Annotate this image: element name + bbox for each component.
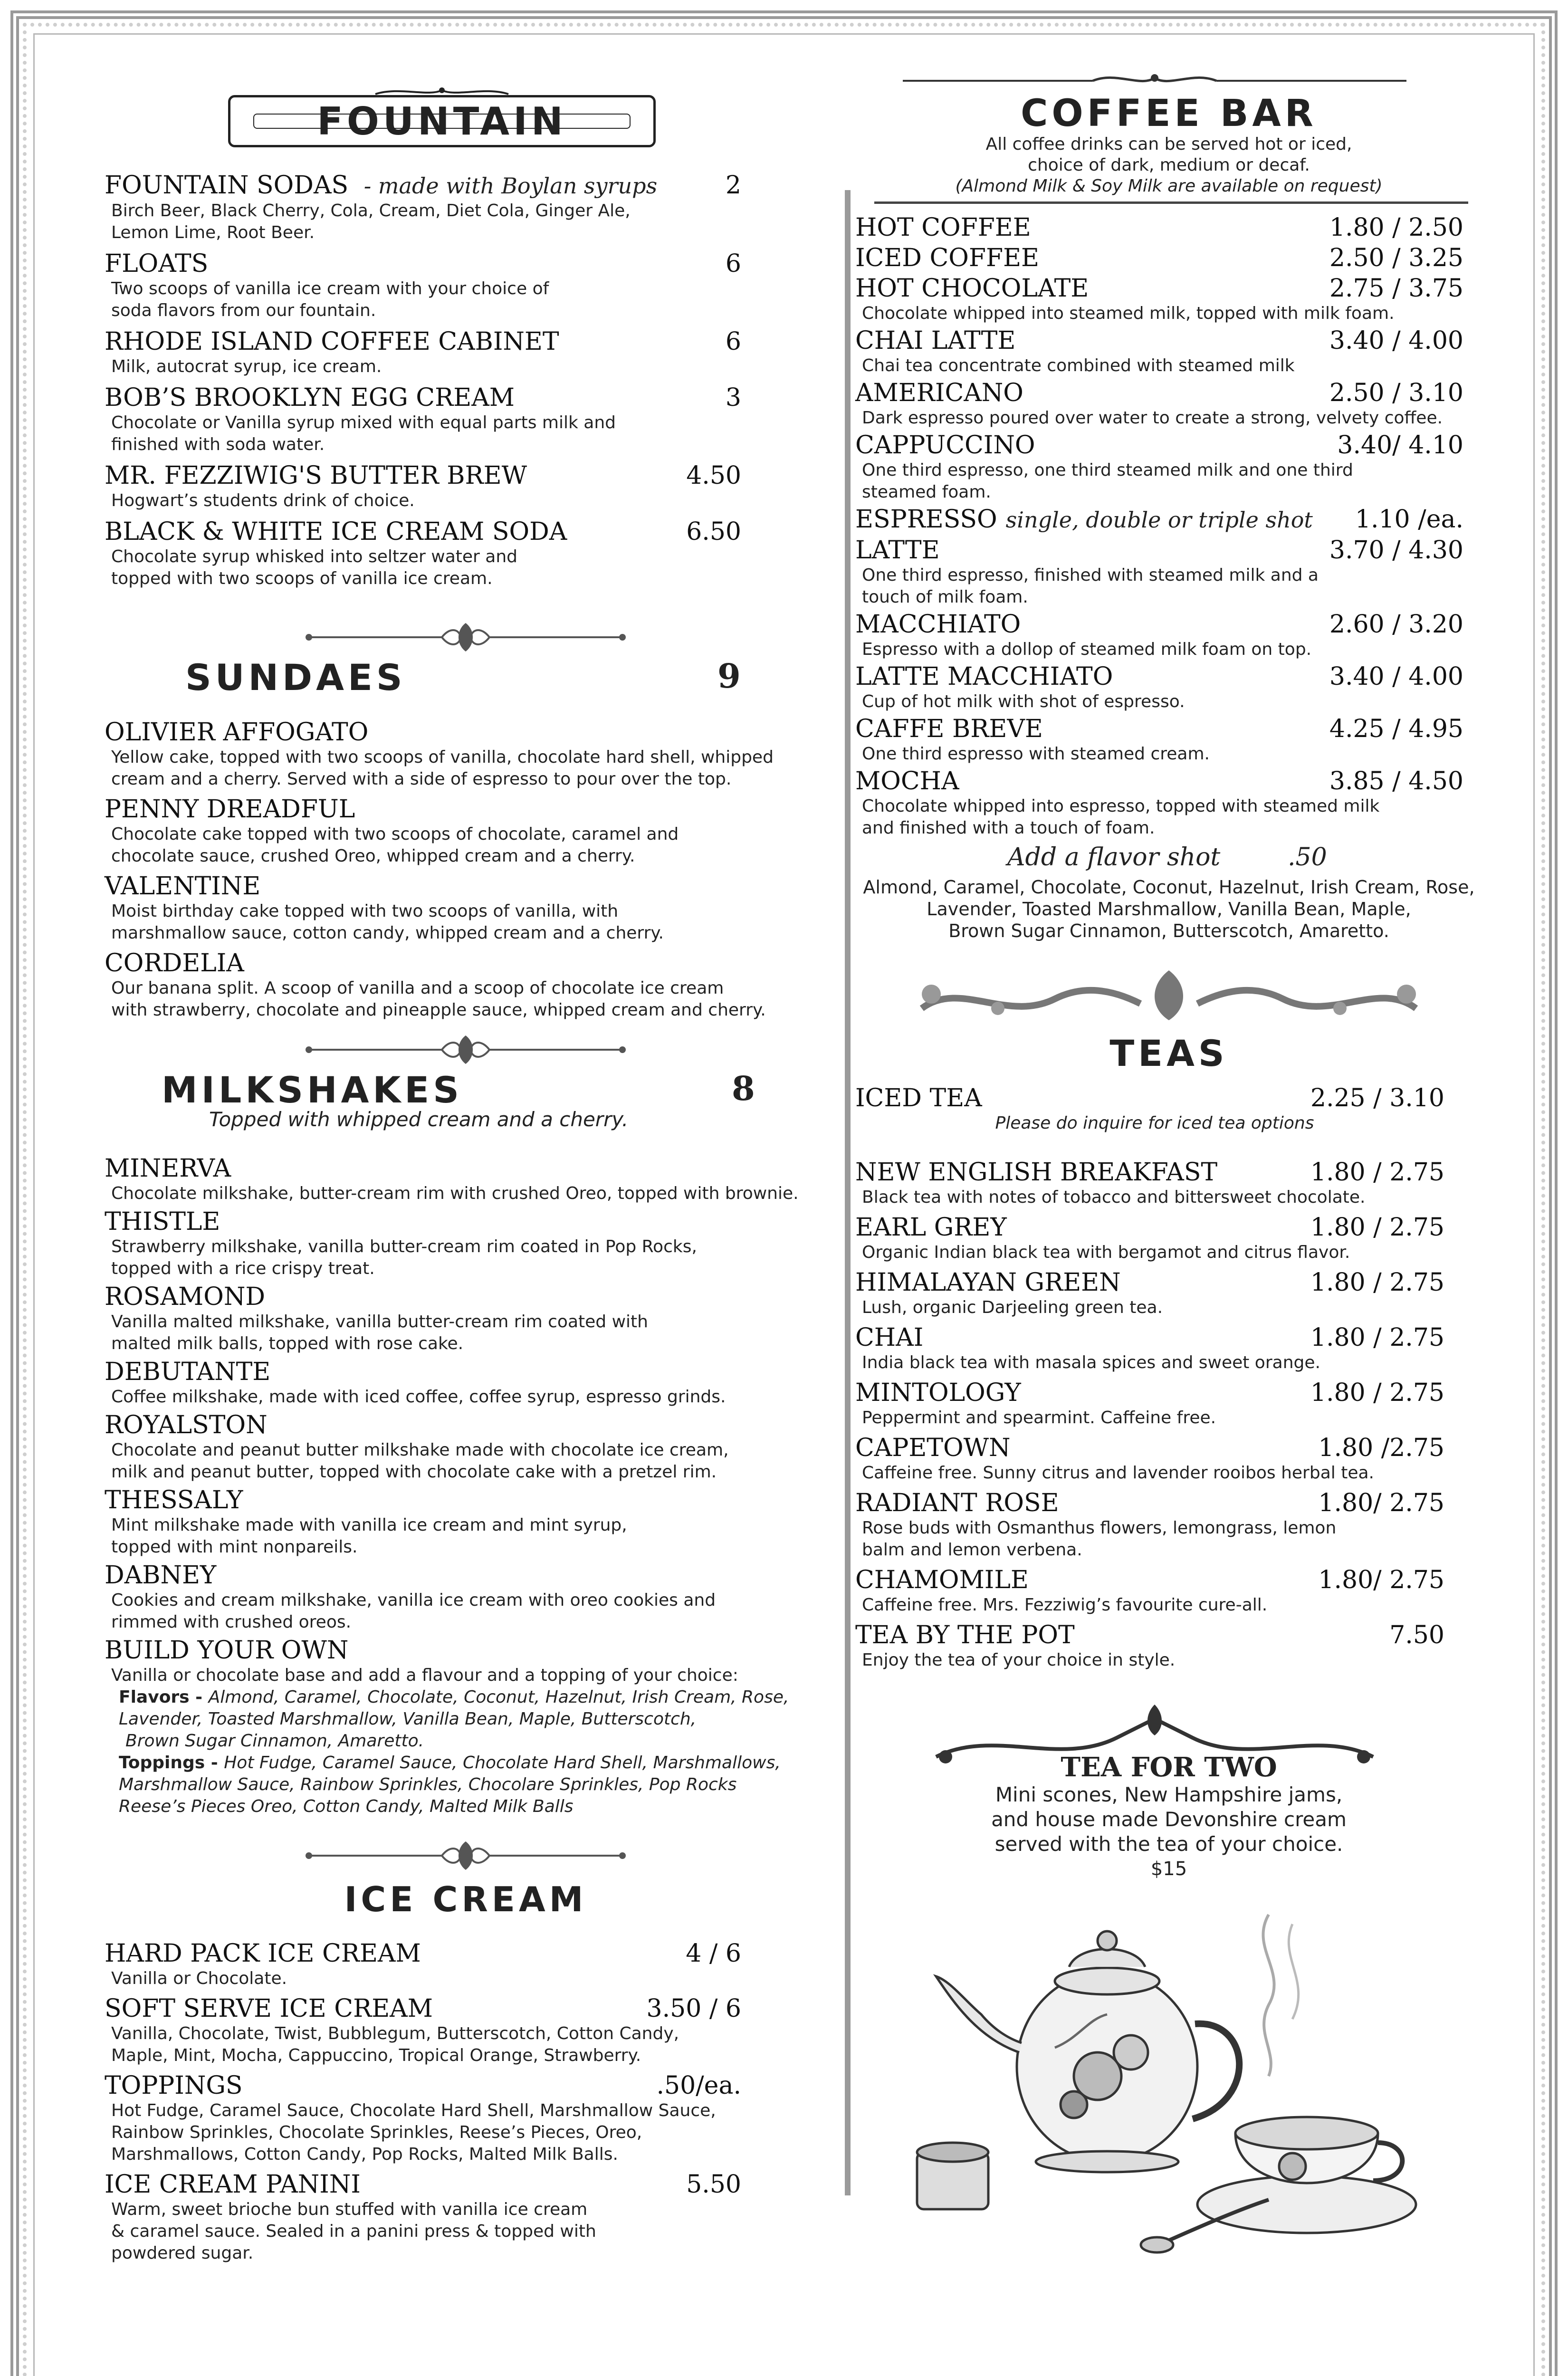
item-price: 2.75 / 3.75	[1329, 274, 1463, 303]
item-note: Please do inquire for iced tea options	[995, 1113, 1314, 1133]
item-name: TOPPINGS	[105, 2071, 243, 2100]
menu-item-soft-serve-ice-cream	[105, 1994, 827, 2067]
item-name: CAPETOWN	[855, 1434, 1011, 1462]
flavor-shot-title: Add a flavor shot	[1007, 843, 1221, 872]
toppings-line: Toppings - Hot Fudge, Caramel Sauce, Chocolate Hard Shell, Marshmallows,	[119, 1753, 781, 1772]
item-desc: Strawberry milkshake, vanilla butter-cream rim coated in Pop Rocks,	[111, 1237, 697, 1256]
icecream-title: ICE CREAM	[344, 1879, 587, 1919]
item-name: DABNEY	[105, 1561, 217, 1590]
item-price: 2.25 / 3.10	[1310, 1084, 1444, 1112]
menu-item-minerva	[105, 1154, 827, 1205]
item-name: EARL GREY	[855, 1213, 1007, 1242]
item-price: 3.50 / 6	[646, 1994, 741, 2023]
sundaes-list	[105, 718, 827, 1021]
coffee-note: All coffee drinks can be served hot or iced,	[985, 134, 1352, 154]
fountain-title-box	[228, 95, 656, 147]
tea-for-two	[855, 1752, 1482, 1881]
milkshakes-list	[105, 1154, 827, 1633]
item-price: 2	[725, 171, 741, 200]
item-desc: Black tea with notes of tobacco and bittersweet chocolate.	[862, 1188, 1366, 1207]
item-price: 2.50 / 3.25	[1329, 244, 1463, 272]
item-name: HOT COFFEE	[855, 213, 1031, 242]
item-name: CHAI LATTE	[855, 326, 1016, 355]
item-subtitle: single, double or triple shot	[1005, 507, 1313, 533]
coffee-title: COFFEE BAR	[1021, 92, 1317, 135]
menu-item-olivier-affogato	[105, 718, 827, 790]
item-desc: milk and peanut butter, topped with chocolate cake with a pretzel rim.	[111, 1462, 717, 1482]
item-name: CAPPUCCINO	[855, 431, 1035, 460]
item-desc: Caffeine free. Mrs. Fezziwig’s favourite cure-all.	[862, 1595, 1268, 1615]
item-desc: Chocolate cake topped with two scoops of chocolate, caramel and	[111, 824, 679, 844]
item-subtitle: - made with Boylan syrups	[357, 173, 658, 199]
menu-item-chai-latte	[855, 326, 1482, 377]
item-desc: Chai tea concentrate combined with steamed milk	[862, 356, 1295, 375]
menu-item-mr-fezziwig-s-butter-brew	[105, 461, 827, 512]
item-name: BLACK & WHITE ICE CREAM SODA	[105, 517, 567, 546]
tea-for-two-desc: Mini scones, New Hampshire jams,	[995, 1783, 1343, 1806]
menu-item-valentine	[105, 872, 827, 944]
menu-item-himalayan-green	[855, 1268, 1482, 1319]
coffee-note: (Almond Milk & Soy Milk are available on request)	[955, 176, 1383, 196]
item-name: LATTE MACCHIATO	[855, 662, 1113, 691]
teas-list	[855, 1158, 1482, 1671]
menu-item-bob-s-brooklyn-egg-cream	[105, 383, 827, 456]
item-desc: Chocolate and peanut butter milkshake made with chocolate ice cream,	[111, 1440, 729, 1460]
menu-item-cordelia	[105, 949, 827, 1021]
menu-item-caffe-breve	[855, 715, 1482, 765]
menu-item-royalston	[105, 1411, 827, 1483]
item-price: 1.80 / 2.75	[1310, 1379, 1444, 1407]
item-name: RHODE ISLAND COFFEE CABINET	[105, 327, 559, 356]
item-desc: Lush, organic Darjeeling green tea.	[862, 1298, 1163, 1317]
item-desc: Chocolate whipped into espresso, topped with steamed milk	[862, 796, 1380, 816]
menu-item-chai	[855, 1323, 1482, 1374]
item-desc: balm and lemon verbena.	[862, 1540, 1082, 1560]
toppings-line: Marshmallow Sauce, Rainbow Sprinkles, Chocolare Sprinkles, Pop Rocks	[119, 1775, 737, 1794]
coffee-rule	[874, 201, 1468, 204]
item-desc: India black tea with masala spices and sweet orange.	[862, 1353, 1320, 1372]
item-desc: Yellow cake, topped with two scoops of vanilla, chocolate hard shell, whipped	[111, 747, 774, 767]
item-price: 1.80 / 2.75	[1310, 1213, 1444, 1242]
item-price: 6	[725, 327, 741, 356]
item-desc: Hot Fudge, Caramel Sauce, Chocolate Hard Shell, Marshmallow Sauce,	[111, 2101, 716, 2120]
item-name: RADIANT ROSE	[855, 1489, 1059, 1517]
flavors-line: Flavors - Almond, Caramel, Chocolate, Coconut, Hazelnut, Irish Cream, Rose,	[119, 1687, 789, 1707]
item-desc: Mint milkshake made with vanilla ice cream and mint syrup,	[111, 1515, 627, 1535]
item-name: FOUNTAIN SODAS - made with Boylan syrups	[105, 171, 658, 200]
milkshakes-price: 8	[732, 1069, 755, 1108]
item-desc: Organic Indian black tea with bergamot and citrus flavor.	[862, 1243, 1350, 1262]
item-desc: cream and a cherry. Served with a side of espresso to pour over the top.	[111, 769, 732, 789]
item-desc: Vanilla or chocolate base and add a flavour and a topping of your choice:	[111, 1666, 738, 1685]
item-name: ICE CREAM PANINI	[105, 2170, 361, 2199]
teapot-illustration-icon	[898, 1896, 1421, 2266]
teas-header	[855, 1032, 1482, 1074]
item-desc: & caramel sauce. Sealed in a panini press & topped with	[111, 2222, 596, 2241]
item-desc: Cookies and cream milkshake, vanilla ice cream with oreo cookies and	[111, 1590, 716, 1610]
item-name: ROSAMOND	[105, 1283, 266, 1311]
menu-item-mocha	[855, 767, 1482, 839]
menu-item-rhode-island-coffee-cabinet	[105, 327, 827, 378]
item-price: 1.80 / 2.50	[1329, 213, 1463, 242]
item-price: 3	[725, 383, 741, 412]
item-desc: rimmed with crushed oreos.	[111, 1612, 352, 1632]
sundaes-title: SUNDAES	[185, 656, 406, 699]
tea-for-two-title: TEA FOR TWO	[1061, 1752, 1277, 1783]
item-price: 4 / 6	[686, 1939, 741, 1968]
coffee-list	[855, 213, 1482, 839]
coffee-header	[855, 93, 1482, 197]
item-price: 5.50	[686, 2170, 741, 2199]
item-name: CHAMOMILE	[855, 1566, 1029, 1594]
item-desc: Enjoy the tea of your choice in style.	[862, 1650, 1176, 1670]
item-desc: Our banana split. A scoop of vanilla and a scoop of chocolate ice cream	[111, 978, 724, 998]
item-desc: chocolate sauce, crushed Oreo, whipped cream and a cherry.	[111, 846, 635, 866]
tea-for-two-desc: served with the tea of your choice.	[994, 1832, 1343, 1856]
item-desc: steamed foam.	[862, 482, 991, 502]
item-name: PENNY DREADFUL	[105, 795, 355, 824]
menu-item-thessaly	[105, 1486, 827, 1558]
item-desc: Vanilla or Chocolate.	[111, 1969, 287, 1988]
menu-item-macchiato	[855, 610, 1482, 661]
item-desc: Lemon Lime, Root Beer.	[111, 223, 315, 242]
item-desc: Milk, autocrat syrup, ice cream.	[111, 357, 382, 376]
menu-item-latte-macchiato	[855, 662, 1482, 713]
menu-item-latte	[855, 536, 1482, 608]
item-desc: Chocolate or Vanilla syrup mixed with equal parts milk and	[111, 413, 616, 432]
item-price: 6.50	[686, 517, 741, 546]
flourish-ornament-icon	[299, 1031, 632, 1069]
item-name: FLOATS	[105, 249, 209, 278]
item-desc: One third espresso, one third steamed milk and one third	[862, 460, 1353, 480]
menu-item-radiant-rose	[855, 1489, 1482, 1561]
item-desc: Cup of hot milk with shot of espresso.	[862, 692, 1185, 711]
item-desc: Chocolate syrup whisked into seltzer water and	[111, 547, 518, 566]
menu-item-espresso	[855, 505, 1482, 534]
milkshakes-title: MILKSHAKES	[162, 1069, 463, 1111]
coffee-note: choice of dark, medium or decaf.	[1028, 155, 1310, 175]
tea-for-two-desc: and house made Devonshire cream	[991, 1808, 1347, 1831]
flourish-ornament-icon	[903, 961, 1435, 1027]
item-name: CORDELIA	[105, 949, 244, 977]
item-price: 4.25 / 4.95	[1329, 715, 1463, 743]
flavor-shot-heading	[855, 843, 1482, 876]
item-desc: finished with soda water.	[111, 435, 325, 454]
flavor-shot-list: Brown Sugar Cinnamon, Butterscotch, Amaretto.	[948, 920, 1389, 941]
item-name: MINERVA	[105, 1154, 231, 1183]
item-desc: powdered sugar.	[111, 2243, 254, 2263]
fountain-banner	[214, 86, 670, 157]
menu-item-mintology	[855, 1379, 1482, 1429]
menu-item-thistle	[105, 1207, 827, 1280]
item-price: 3.85 / 4.50	[1329, 767, 1463, 795]
item-price: 1.80 /2.75	[1318, 1434, 1444, 1462]
menu-item-build-your-own	[105, 1636, 827, 1818]
item-name: MOCHA	[855, 767, 959, 795]
menu-item-earl-grey	[855, 1213, 1482, 1264]
item-price: 1.10 /ea.	[1355, 505, 1463, 534]
item-price: 1.80 / 2.75	[1310, 1323, 1444, 1352]
flourish-ornament-icon	[299, 1837, 632, 1875]
item-name: BOB’S BROOKLYN EGG CREAM	[105, 383, 515, 412]
menu-item-capetown	[855, 1434, 1482, 1484]
item-name: SOFT SERVE ICE CREAM	[105, 1994, 433, 2023]
item-name: MACCHIATO	[855, 610, 1021, 639]
item-name: ROYALSTON	[105, 1411, 268, 1439]
item-desc: Dark espresso poured over water to create a strong, velvety coffee.	[862, 408, 1443, 428]
flavors-line: Brown Sugar Cinnamon, Amaretto.	[125, 1731, 424, 1751]
item-name: DEBUTANTE	[105, 1358, 271, 1386]
item-price: 1.80/ 2.75	[1318, 1489, 1444, 1517]
item-desc: soda flavors from our fountain.	[111, 301, 376, 320]
menu-item-black-white-ice-cream-soda	[105, 517, 827, 590]
item-desc: Marshmallows, Cotton Candy, Pop Rocks, Malted Milk Balls.	[111, 2145, 618, 2164]
item-name: AMERICANO	[855, 379, 1023, 407]
item-desc: Vanilla, Chocolate, Twist, Bubblegum, Butterscotch, Cotton Candy,	[111, 2024, 679, 2043]
item-desc: One third espresso, finished with steamed milk and a	[862, 565, 1319, 585]
menu-item-americano	[855, 379, 1482, 429]
item-name: THESSALY	[105, 1486, 243, 1514]
menu-item-hot-coffee	[855, 213, 1482, 242]
menu-item-iced-coffee	[855, 244, 1482, 272]
menu-item-penny-dreadful	[105, 795, 827, 867]
menu-item-hot-chocolate	[855, 274, 1482, 325]
item-name: CAFFE BREVE	[855, 715, 1043, 743]
menu-item-cappuccino	[855, 431, 1482, 503]
item-desc: Chocolate whipped into steamed milk, topped with milk foam.	[862, 304, 1395, 323]
item-name: HOT CHOCOLATE	[855, 274, 1089, 303]
fountain-title: FOUNTAIN	[317, 99, 567, 144]
sundaes-header	[105, 656, 827, 709]
item-desc: touch of milk foam.	[862, 587, 1028, 607]
item-name: MR. FEZZIWIG'S BUTTER BREW	[105, 461, 527, 490]
item-name: ESPRESSO single, double or triple shot	[855, 505, 1313, 534]
item-price: 1.80 / 2.75	[1310, 1158, 1444, 1187]
tea-for-two-price: $15	[1150, 1858, 1187, 1880]
item-desc: Moist birthday cake topped with two scoops of vanilla, with	[111, 901, 619, 921]
item-name: OLIVIER AFFOGATO	[105, 718, 369, 747]
item-desc: malted milk balls, topped with rose cake.	[111, 1334, 464, 1353]
menu-item-debutante	[105, 1358, 827, 1408]
menu-item-hard-pack-ice-cream	[105, 1939, 827, 1990]
menu-item-chamomile	[855, 1566, 1482, 1616]
item-price: 7.50	[1389, 1621, 1444, 1649]
right-column	[855, 71, 1482, 2266]
menu-item-new-english-breakfast	[855, 1158, 1482, 1208]
item-desc: Two scoops of vanilla ice cream with your choice of	[111, 279, 549, 298]
item-desc: with strawberry, chocolate and pineapple sauce, whipped cream and cherry.	[111, 1000, 766, 1020]
item-desc: and finished with a touch of foam.	[862, 818, 1155, 838]
item-desc: Rose buds with Osmanthus flowers, lemongrass, lemon	[862, 1518, 1337, 1538]
icecream-list	[105, 1939, 827, 2264]
item-name: ICED TEA	[855, 1084, 982, 1112]
item-name: LATTE	[855, 536, 940, 565]
item-price: 1.80 / 2.75	[1310, 1268, 1444, 1297]
item-price: 3.40 / 4.00	[1329, 326, 1463, 355]
item-price: .50/ea.	[656, 2071, 741, 2100]
menu-item-toppings	[105, 2071, 827, 2165]
milkshakes-header	[105, 1069, 827, 1140]
menu-item-iced-tea	[855, 1084, 1482, 1134]
item-name: CHAI	[855, 1323, 924, 1352]
item-price: 1.80/ 2.75	[1318, 1566, 1444, 1594]
column-divider	[845, 190, 851, 2195]
toppings-line: Reese’s Pieces Oreo, Cotton Candy, Malted Milk Balls	[119, 1797, 574, 1816]
menu-item-floats	[105, 249, 827, 322]
item-name: VALENTINE	[105, 872, 261, 901]
flavor-shot-price: .50	[1288, 843, 1327, 872]
menu-item-ice-cream-panini	[105, 2170, 827, 2264]
item-price: 4.50	[686, 461, 741, 490]
item-desc: Hogwart’s students drink of choice.	[111, 491, 415, 510]
item-desc: Vanilla malted milkshake, vanilla butter-cream rim coated with	[111, 1312, 648, 1332]
item-name: NEW ENGLISH BREAKFAST	[855, 1158, 1218, 1187]
item-desc: Espresso with a dollop of steamed milk foam on top.	[862, 640, 1312, 659]
item-desc: topped with mint nonpareils.	[111, 1537, 358, 1557]
milkshakes-note: Topped with whipped cream and a cherry.	[209, 1108, 629, 1131]
teas-title: TEAS	[1109, 1032, 1228, 1074]
item-desc: Chocolate milkshake, butter-cream rim with crushed Oreo, topped with brownie.	[111, 1184, 799, 1203]
item-name: TEA BY THE POT	[855, 1621, 1075, 1649]
menu-item-dabney	[105, 1561, 827, 1633]
item-desc: Warm, sweet brioche bun stuffed with vanilla ice cream	[111, 2200, 588, 2219]
item-desc: Coffee milkshake, made with iced coffee, coffee syrup, espresso grinds.	[111, 1387, 726, 1407]
icecream-header	[105, 1879, 827, 1932]
item-desc: Peppermint and spearmint. Caffeine free.	[862, 1408, 1216, 1428]
flavor-shot-list: Almond, Caramel, Chocolate, Coconut, Hazelnut, Irish Cream, Rose,	[863, 877, 1475, 898]
item-desc: topped with two scoops of vanilla ice cream.	[111, 569, 493, 588]
item-name: BUILD YOUR OWN	[105, 1636, 349, 1665]
item-desc: marshmallow sauce, cotton candy, whipped cream and a cherry.	[111, 923, 664, 943]
item-name: MINTOLOGY	[855, 1379, 1021, 1407]
item-price: 3.70 / 4.30	[1329, 536, 1463, 565]
menu-item-rosamond	[105, 1283, 827, 1355]
item-desc: One third espresso with steamed cream.	[862, 744, 1210, 764]
sundaes-price: 9	[717, 656, 741, 696]
item-desc: Rainbow Sprinkles, Chocolate Sprinkles, Reese’s Pieces, Oreo,	[111, 2123, 642, 2142]
left-column	[105, 86, 827, 2269]
item-price: 3.40 / 4.00	[1329, 662, 1463, 691]
item-name: ICED COFFEE	[855, 244, 1040, 272]
menu-item-fountain-sodas	[105, 171, 827, 244]
item-price: 2.50 / 3.10	[1329, 379, 1463, 407]
item-name: HIMALAYAN GREEN	[855, 1268, 1121, 1297]
item-desc: Birch Beer, Black Cherry, Cola, Cream, Diet Cola, Ginger Ale,	[111, 201, 631, 220]
fountain-list	[105, 171, 827, 590]
item-name: HARD PACK ICE CREAM	[105, 1939, 421, 1968]
flourish-ornament-icon	[299, 618, 632, 656]
scroll-ornament-icon	[893, 71, 1416, 90]
item-desc: Maple, Mint, Mocha, Cappuccino, Tropical Orange, Strawberry.	[111, 2046, 641, 2065]
item-price: 3.40/ 4.10	[1337, 431, 1463, 460]
item-name: THISTLE	[105, 1207, 220, 1236]
item-desc: topped with a rice crispy treat.	[111, 1259, 375, 1278]
item-price: 2.60 / 3.20	[1329, 610, 1463, 639]
item-price: 6	[725, 249, 741, 278]
flavors-line: Lavender, Toasted Marshmallow, Vanilla Bean, Maple, Butterscotch,	[119, 1709, 697, 1729]
flavor-shot-list: Lavender, Toasted Marshmallow, Vanilla Bean, Maple,	[927, 899, 1411, 920]
menu-item-tea-by-the-pot	[855, 1621, 1482, 1671]
item-desc: Caffeine free. Sunny citrus and lavender rooibos herbal tea.	[862, 1463, 1374, 1483]
